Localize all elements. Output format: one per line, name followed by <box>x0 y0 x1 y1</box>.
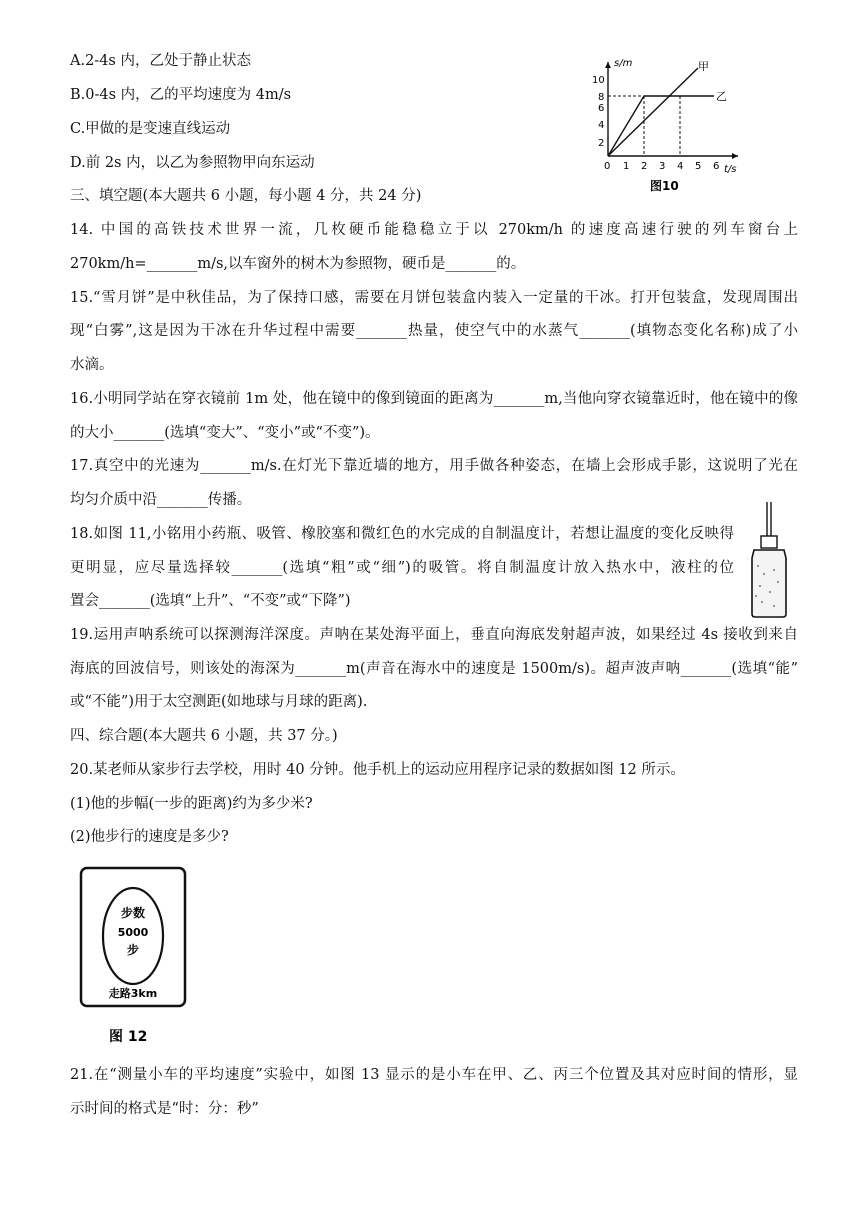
q15-line1: 15.“雪月饼”是中秋佳品，为了保持口感，需要在月饼包装盒内装入一定量的干冰。打开包装盒，发现周围出 <box>70 290 798 306</box>
q21-line2: 示时间的格式是“时：分：秒” <box>70 1101 259 1117</box>
steps-value: 5000 <box>117 926 149 939</box>
q15-line3: 水滴。 <box>70 357 114 373</box>
y-axis-label: s/m <box>614 58 633 69</box>
steps-label: 步数 <box>120 906 146 920</box>
y-axis-arrow <box>605 62 611 68</box>
figure-11-bottle <box>744 500 794 620</box>
y-tick-4: 4 <box>598 120 605 131</box>
q17-line1: 17.真空中的光速为_______m/s.在灯光下靠近墙的地方，用手做各种姿态，在墙上会形成手影，这说明了光在 <box>70 458 798 474</box>
option-b: B.0-4s 内，乙的平均速度为 4m/s <box>70 87 292 103</box>
x-tick-3: 3 <box>659 161 666 172</box>
x-tick-6: 6 <box>713 161 720 172</box>
q20-line1: 20.某老师从家步行去学校，用时 40 分钟。他手机上的运动应用程序记录的数据如图 12 所示。 <box>70 762 685 778</box>
q14-line1: 14. 中国的高铁技术世界一流，几枚硬币能稳稳立于以 270km/h 的速度高速行驶的列车窗台上 <box>70 222 798 238</box>
x-tick-4: 4 <box>677 161 684 172</box>
x-tick-1: 1 <box>623 161 630 172</box>
y-tick-10: 10 <box>592 75 605 86</box>
medicine-bottle <box>752 550 786 617</box>
q19-line1: 19.运用声呐系统可以探测海洋深度。声呐在某处海平面上，垂直向海底发射超声波，如果经过 4s 接收到来自 <box>70 627 798 643</box>
x-tick-0: 0 <box>604 161 611 172</box>
x-tick-5: 5 <box>695 161 702 172</box>
q15-line2: 现“白雾”,这是因为干冰在升华过程中需要_______热量，使空气中的水蒸气_______(填物态变化名称)成了小 <box>70 323 798 339</box>
x-axis-label: t/s <box>724 164 737 175</box>
q14-line2: 270km/h=_______m/s,以车窗外的树木为参照物，硬币是_______的。 <box>70 256 526 272</box>
series-jia-line <box>608 68 698 156</box>
q20-line3: (2)他步行的速度是多少? <box>70 829 229 845</box>
x-tick-2: 2 <box>641 161 648 172</box>
figure-12-phone <box>78 866 188 1046</box>
y-tick-2: 2 <box>598 138 605 149</box>
section4-title: 四、综合题(本大题共 6 小题，共 37 分。) <box>70 728 338 744</box>
figure-12-caption: 图 12 <box>109 1029 148 1045</box>
q19-line3: 或“不能”)用于太空测距(如地球与月球的距离). <box>70 694 368 710</box>
q16-line1: 16.小明同学站在穿衣镜前 1m 处，他在镜中的像到镜面的距离为_______m,当他向穿衣镜靠近时，他在镜中的像 <box>70 391 798 407</box>
q16-line2: 的大小_______(选填“变大”、“变小”或“不变”)。 <box>70 425 380 441</box>
q18-line1: 18.如图 11,小铭用小药瓶、吸管、橡胶塞和微红色的水完成的自制温度计，若想让温度的变化反映得 <box>70 526 734 542</box>
y-tick-8: 8 <box>598 92 605 103</box>
x-axis-arrow <box>732 153 738 159</box>
q18-line2: 更明显，应尽量选择较_______(选填“粗”或“细”)的吸管。将自制温度计放入热水中，液柱的位 <box>70 560 734 576</box>
option-c: C.甲做的是变速直线运动 <box>70 121 231 137</box>
q18-line3: 置会_______(选填“上升”、“不变”或“下降”) <box>70 593 351 609</box>
option-a: A.2-4s 内，乙处于静止状态 <box>70 53 251 69</box>
figure-10-caption: 图10 <box>650 179 679 193</box>
y-tick-6: 6 <box>598 103 605 114</box>
q17-line2: 均匀介质中沿_______传播。 <box>70 492 252 508</box>
series-yi-label: 乙 <box>716 90 727 103</box>
figure-10-graph <box>588 56 748 196</box>
q20-line2: (1)他的步幅(一步的距离)约为多少米? <box>70 796 313 812</box>
q19-line2: 海底的回波信号，则该处的海深为_______m(声音在海水中的速度是 1500m/s)。超声波声呐_______(选填“能” <box>70 661 798 677</box>
series-jia-label: 甲 <box>698 60 709 73</box>
distance-label: 走路3km <box>108 987 158 1000</box>
steps-unit: 步 <box>126 943 140 957</box>
section3-title: 三、填空题(本大题共 6 小题，每小题 4 分，共 24 分) <box>70 188 422 204</box>
rubber-stopper <box>761 536 777 548</box>
option-d: D.前 2s 内，以乙为参照物甲向东运动 <box>70 155 315 171</box>
q21-line1: 21.在“测量小车的平均速度”实验中，如图 13 显示的是小车在甲、乙、丙三个位置及其对应时间的情形，显 <box>70 1067 798 1083</box>
